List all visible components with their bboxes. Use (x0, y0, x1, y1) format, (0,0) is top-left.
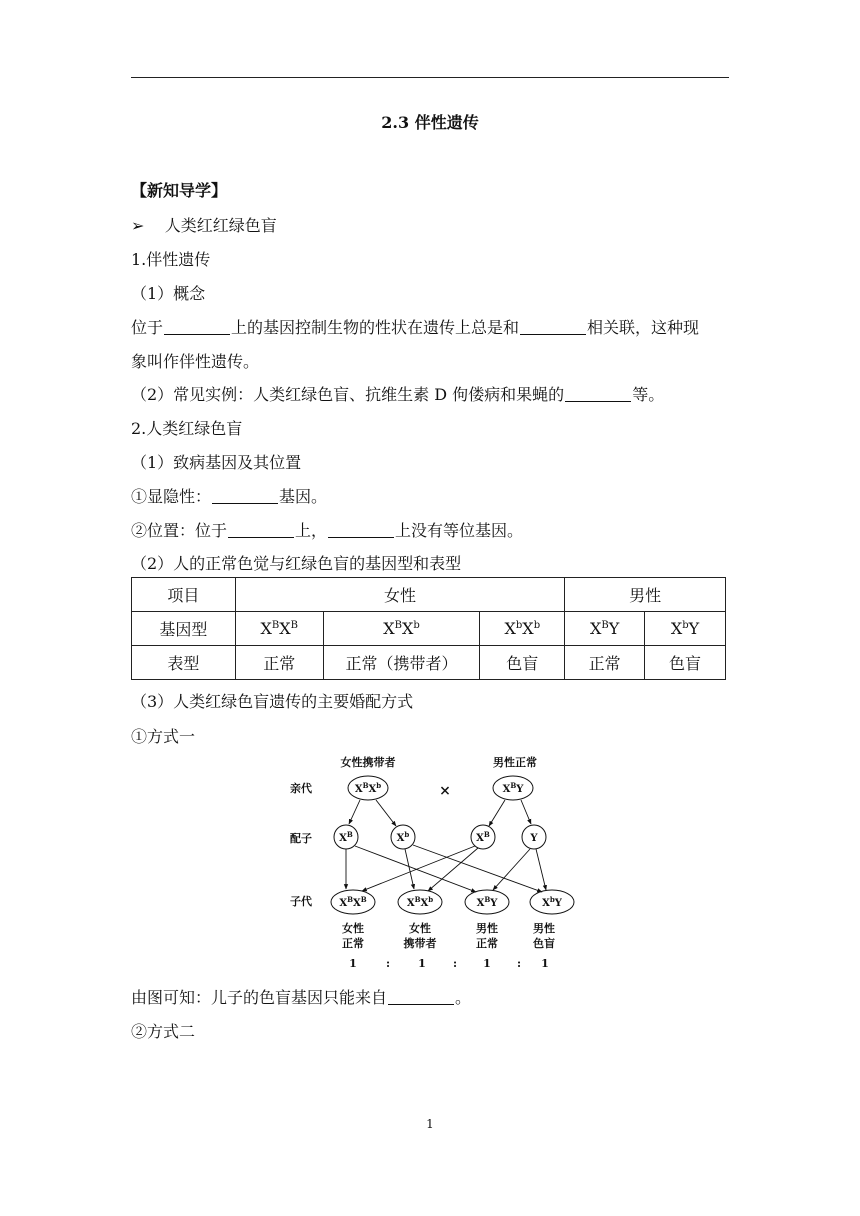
text: 基因。 (279, 487, 328, 506)
page-title: 2.3 伴性遗传 (381, 113, 479, 132)
examples-sentence (131, 382, 664, 405)
text: 相关联，这种现 (587, 318, 700, 337)
offspring-sex: 男性 (533, 922, 555, 935)
page-number: 1 (426, 1117, 434, 1131)
location-sentence (131, 518, 523, 541)
text: 上的基因控制生物的性状在遗传上总是和 (231, 318, 520, 337)
table-cell: 基因型 (132, 612, 236, 646)
header-rule (131, 77, 729, 78)
section-header: 【新知导学】 (131, 181, 228, 200)
conclusion-sentence (131, 985, 471, 1008)
cross-symbol: × (439, 783, 451, 799)
ratio-value: 1 (349, 957, 357, 970)
gamete-label: $X^b$ (396, 830, 410, 844)
ratio-separator: : (385, 957, 391, 970)
inheritance-diagram (280, 750, 580, 975)
offspring-sex: 男性 (476, 922, 498, 935)
table-cell: $X^BY$ (565, 612, 645, 646)
text: 由图可知：儿子的色盲基因只能来自 (131, 988, 388, 1007)
fill-blank[interactable] (164, 318, 230, 335)
label-male-normal: 男性正常 (493, 756, 537, 769)
table-cell: $X^BX^B$ (235, 612, 323, 646)
table-cell: $X^bX^b$ (480, 612, 565, 646)
genotype-label: $X^BY$ (502, 781, 524, 795)
text: （2）常见实例：人类红绿色盲、抗维生素 D 佝偻病和果蝇的 (131, 385, 565, 404)
table-cell: 色盲 (480, 646, 565, 680)
fill-blank[interactable] (212, 487, 278, 504)
table-cell: $X^bY$ (645, 612, 726, 646)
genotype-label: $X^BX^b$ (354, 781, 382, 795)
ratio-value: 1 (483, 957, 491, 970)
concept-sentence (131, 315, 699, 338)
ratio-separator: : (516, 957, 522, 970)
text: 上， (295, 521, 328, 540)
table-cell: 表型 (132, 646, 236, 680)
fill-blank[interactable] (388, 988, 454, 1005)
offspring-phenotype: 携带者 (403, 937, 437, 950)
label-female-carrier: 女性携带者 (340, 756, 396, 769)
offspring-genotype: $X^BX^b$ (406, 895, 434, 909)
table-cell: 正常（携带者） (323, 646, 480, 680)
concept-sentence-cont: 象叫作伴性遗传。 (131, 352, 260, 371)
table-cell: 色盲 (645, 646, 726, 680)
mode-2-label: ②方式二 (131, 1022, 196, 1041)
offspring-genotype: $X^BX^B$ (339, 895, 367, 909)
subheading-genotype: （2）人的正常色觉与红绿色盲的基因型和表型 (131, 554, 462, 573)
subheading-concept: （1）概念 (131, 284, 206, 303)
bullet-text: 人类红红绿色盲 (164, 216, 277, 235)
gamete-label: $X^B$ (339, 830, 353, 844)
text: ①显隐性： (131, 487, 212, 506)
bullet-arrow-icon: ➢ (131, 216, 145, 235)
ratio-value: 1 (418, 957, 426, 970)
bullet-line (131, 213, 277, 236)
offspring-phenotype: 正常 (476, 937, 498, 950)
text: 等。 (632, 385, 665, 404)
text: ②位置：位于 (131, 521, 228, 540)
fill-blank[interactable] (565, 385, 631, 402)
gamete-label: Y (530, 833, 538, 844)
table-cell: 男性 (565, 578, 726, 612)
mode-1-label: ①方式一 (131, 727, 196, 746)
fill-blank[interactable] (520, 318, 586, 335)
table-cell: $X^BX^b$ (323, 612, 480, 646)
table-cell: 正常 (565, 646, 645, 680)
genotype-table (131, 577, 726, 680)
fill-blank[interactable] (228, 521, 294, 538)
subheading-mating: （3）人类红绿色盲遗传的主要婚配方式 (131, 692, 414, 711)
table-cell: 女性 (235, 578, 564, 612)
heading-1: 1.伴性遗传 (131, 250, 211, 269)
table-cell: 项目 (132, 578, 236, 612)
table-cell: 正常 (235, 646, 323, 680)
text: 上没有等位基因。 (395, 521, 524, 540)
offspring-phenotype: 色盲 (533, 937, 555, 950)
text: 。 (455, 988, 472, 1007)
text: 位于 (131, 318, 164, 337)
offspring-sex: 女性 (409, 922, 431, 935)
subheading-gene: （1）致病基因及其位置 (131, 453, 302, 472)
table-row (132, 578, 726, 612)
row-label-gametes: 配子 (290, 832, 312, 845)
ratio-separator: : (452, 957, 458, 970)
table-row (132, 646, 726, 680)
row-label-parents: 亲代 (290, 782, 312, 795)
heading-2: 2.人类红绿色盲 (131, 419, 243, 438)
offspring-genotype: $X^bY$ (542, 895, 562, 909)
offspring-phenotype: 正常 (342, 937, 364, 950)
offspring-genotype: $X^BY$ (476, 895, 498, 909)
offspring-sex: 女性 (342, 922, 364, 935)
table-row (132, 612, 726, 646)
dominance-sentence (131, 484, 327, 507)
gamete-label: $X^B$ (476, 830, 490, 844)
ratio-value: 1 (541, 957, 549, 970)
row-label-offspring: 子代 (290, 895, 312, 908)
fill-blank[interactable] (328, 521, 394, 538)
